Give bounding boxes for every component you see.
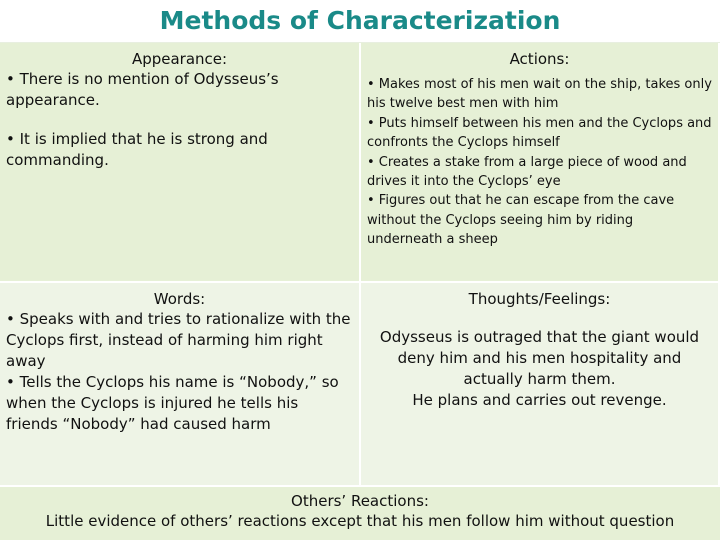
- words-line-2: • Tells the Cyclops his name is “Nobody,” so when the Cyclops is injured he tells his friends “Nobody” had caused harm: [6, 373, 339, 433]
- actions-line-4: • Figures out that he can escape from the cave without the Cyclops seeing him by riding underneath a sheep: [367, 193, 675, 248]
- appearance-heading: Appearance:: [131, 50, 228, 68]
- actions-line-2: • Puts himself between his men and the Cyclops and confronts the Cyclops himself: [367, 115, 712, 151]
- actions-line-1: • Makes most of his men wait on the ship, takes only his twelve best men with him: [367, 77, 712, 112]
- thoughts-line-2: He plans and carries out revenge.: [412, 391, 667, 409]
- appearance-line-2: • It is implied that he is strong and commanding.: [6, 130, 268, 169]
- actions-heading: Actions:: [509, 50, 570, 68]
- words-line-1: • Speaks with and tries to rationalize with the Cyclops first, instead of harming him right away: [6, 310, 351, 370]
- thoughts-line-1: Odysseus is outraged that the giant would deny him and his men hospitality and actually harm them.: [379, 328, 700, 388]
- thoughts-heading: Thoughts/Feelings:: [468, 290, 611, 308]
- others-cell: [0, 487, 720, 540]
- words-cell: [0, 283, 361, 487]
- words-heading: Words:: [153, 290, 206, 308]
- appearance-line-1: • There is no mention of Odysseus’s appearance.: [6, 70, 279, 109]
- thoughts-cell: [361, 283, 720, 487]
- others-text: Little evidence of others’ reactions except that his men follow him without question: [45, 512, 675, 530]
- actions-cell: [361, 43, 720, 283]
- slide-title: Methods of Characterization: [0, 0, 720, 44]
- actions-line-3: • Creates a stake from a large piece of wood and drives it into the Cyclops’ eye: [367, 154, 687, 190]
- appearance-cell: [0, 43, 361, 283]
- others-heading: Others’ Reactions:: [291, 492, 429, 510]
